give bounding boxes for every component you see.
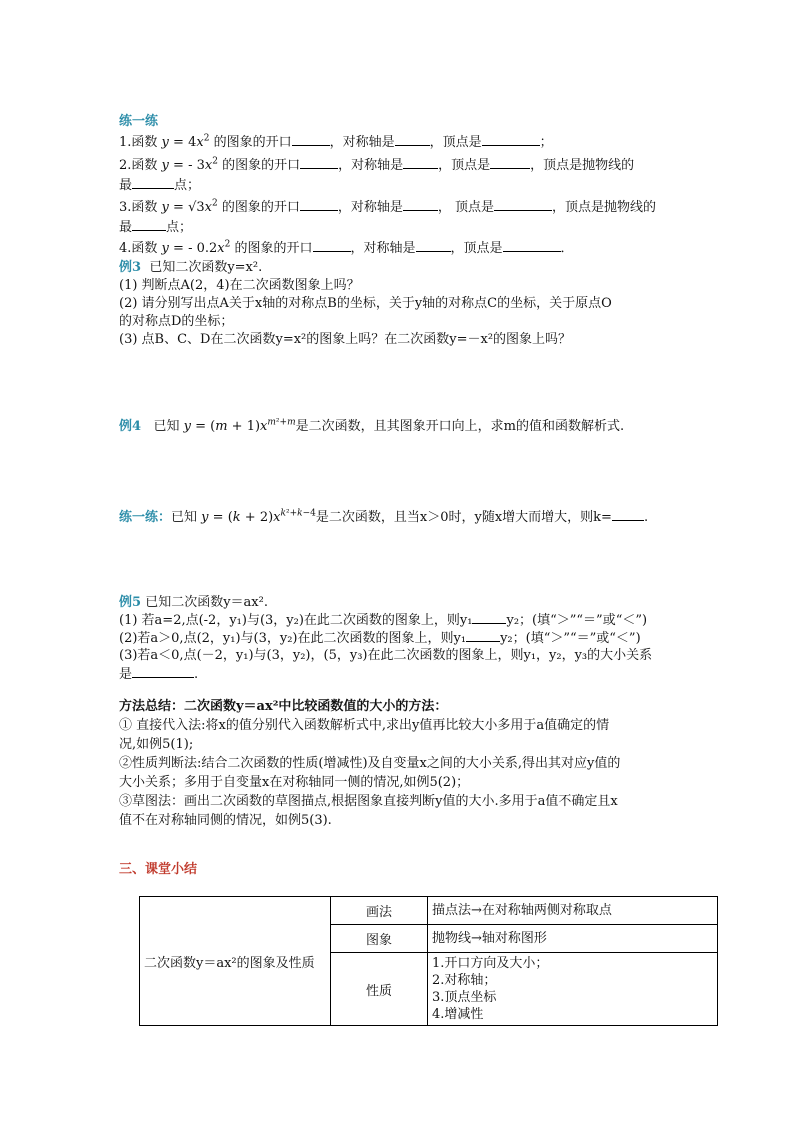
answer-blank[interactable] [313, 239, 351, 252]
formula-q4: y = - $0.2x^2$ [161, 239, 231, 256]
answer-blank[interactable] [132, 665, 194, 678]
answer-blank[interactable] [300, 198, 338, 211]
properties-cell [428, 953, 718, 1026]
example3-label: 例3 [119, 260, 142, 275]
example5-p2: (2)若a＞0,点(2，y₁)与(3，y₂)在此二次函数的图象上，则y₁ y₂；(填“＞”“＝”或“＜”) [119, 631, 641, 646]
summary-left-cell: 二次函数y＝ax²的图象及性质 [140, 897, 331, 1026]
example4: 例4 已知 $y = (m + 1)x^{m^2+m}$是二次函数，且其图象开口向上，求m的值和函数解析式. [119, 417, 625, 434]
answer-blank[interactable] [403, 156, 438, 169]
answer-blank[interactable] [494, 198, 552, 211]
answer-blank[interactable] [503, 239, 561, 252]
list-item: 1.开口方向及大小； [432, 956, 549, 971]
example5-label: 例5 [119, 595, 142, 610]
row-key: 画法 [331, 897, 428, 925]
answer-blank[interactable] [612, 508, 644, 521]
formula-q3: $y = √3x^2$ [161, 198, 218, 215]
method-1b: 况,如例5(1); [119, 737, 194, 752]
practice-q2-cont: 最 点； [119, 178, 201, 193]
method-3a: ③草图法：画出二次函数的草图描点,根据图象直接判断y值的大小.多用于a值不确定且x [119, 794, 618, 809]
answer-blank[interactable] [416, 239, 451, 252]
practice-q2: 2.函数 y = - $3x^2$ 的图象的开口 ，对称轴是 ，顶点是 ，顶点是抛物线的 [119, 156, 635, 173]
list-item: 2.对称轴； [432, 973, 497, 988]
example3-p1: (1) 判断点A(2，4)在二次函数图象上吗？ [119, 278, 360, 293]
answer-blank[interactable] [482, 133, 540, 146]
answer-blank[interactable] [300, 156, 338, 169]
example3-intro: 例3 已知二次函数y=x². [119, 260, 263, 275]
answer-blank[interactable] [472, 611, 506, 624]
example3-p2a: (2) 请分别写出点A关于x轴的对称点B的坐标，关于y轴的对称点C的坐标，关于原点O [119, 296, 612, 311]
answer-blank[interactable] [395, 133, 430, 146]
formula-practice2: $y = (k + 2)x^{k^2+k-4}$ [201, 508, 316, 525]
formula-q2: y = - $3x^2$ [161, 156, 218, 173]
row-value: 描点法→在对称轴两侧对称取点 [428, 897, 718, 925]
answer-blank[interactable] [466, 629, 500, 642]
example4-label: 例4 [119, 419, 142, 434]
method-1a: ① 直接代入法:将x的值分别代入函数解析式中,求出y值再比较大小多用于a值确定的情 [119, 718, 610, 733]
summary-table [139, 896, 718, 1026]
example5-p3-cont: 是 . [119, 667, 199, 682]
answer-blank[interactable] [490, 156, 530, 169]
answer-blank[interactable] [403, 198, 438, 211]
row-key: 图象 [331, 925, 428, 953]
row-value: 抛物线→轴对称图形 [428, 925, 718, 953]
example5-intro: 例5 已知二次函数y＝ax². [119, 595, 268, 610]
answer-blank[interactable] [132, 218, 166, 231]
answer-blank[interactable] [132, 176, 174, 189]
example5-p3: (3)若a＜0,点(－2，y₁)与(3，y₂)，(5，y₃)在此二次函数的图象上，则y₁，y₂，y₃的大小关系 [119, 648, 653, 663]
row-key: 性质 [331, 953, 428, 1026]
answer-blank[interactable] [292, 133, 330, 146]
practice2-label: 练一练： [119, 510, 172, 525]
practice-q3: 3.函数 $y = √3x^2$ 的图象的开口 ，对称轴是 ， 顶点是 ，顶点是抛物线的 [119, 198, 657, 215]
example3-p2b: 的对称点D的坐标； [119, 314, 234, 329]
practice-q4: 4.函数 y = - $0.2x^2$ 的图象的开口 ，对称轴是 ，顶点是 ． [119, 239, 574, 256]
formula-example4: $y = (m + 1)x^{m^2+m}$ [183, 417, 296, 434]
method-2a: ②性质判断法:结合二次函数的性质(增减性)及自变量x之间的大小关系,得出其对应y值的 [119, 756, 621, 771]
summary-heading: 三、课堂小结 [119, 862, 198, 877]
practice-q3-cont: 最 点； [119, 220, 193, 235]
formula-q1: $y = 4x^2$ [161, 133, 210, 150]
example3-p3: (3) 点B、C、D在二次函数y=x²的图象上吗？在二次函数y=－x²的图象上吗？ [119, 332, 572, 347]
method-title: 方法总结：二次函数y＝ax²中比较函数值的大小的方法： [119, 699, 448, 714]
practice-heading: 练一练 [119, 114, 159, 129]
list-item: 3.顶点坐标 [432, 990, 497, 1005]
table-row [140, 897, 718, 925]
practice2: 练一练：已知 $y = (k + 2)x^{k^2+k-4}$是二次函数，且当x＞0时，y随x增大而增大，则k= . [119, 508, 649, 525]
method-3b: 值不在对称轴同侧的情况，如例5(3). [119, 813, 332, 828]
practice-q1: 1.函数 $y = 4x^2$ 的图象的开口 ，对称轴是 ，顶点是 ； [119, 133, 553, 150]
example5-p1: (1) 若a=2,点(-2，y₁)与(3，y₂)在此二次函数的图象上，则y₁ y₂；(填“＞”“＝”或“＜”) [119, 613, 648, 628]
list-item: 4.增减性 [432, 1007, 484, 1022]
method-2b: 大小关系；多用于自变量x在对称轴同一侧的情况,如例5(2)； [119, 775, 470, 790]
